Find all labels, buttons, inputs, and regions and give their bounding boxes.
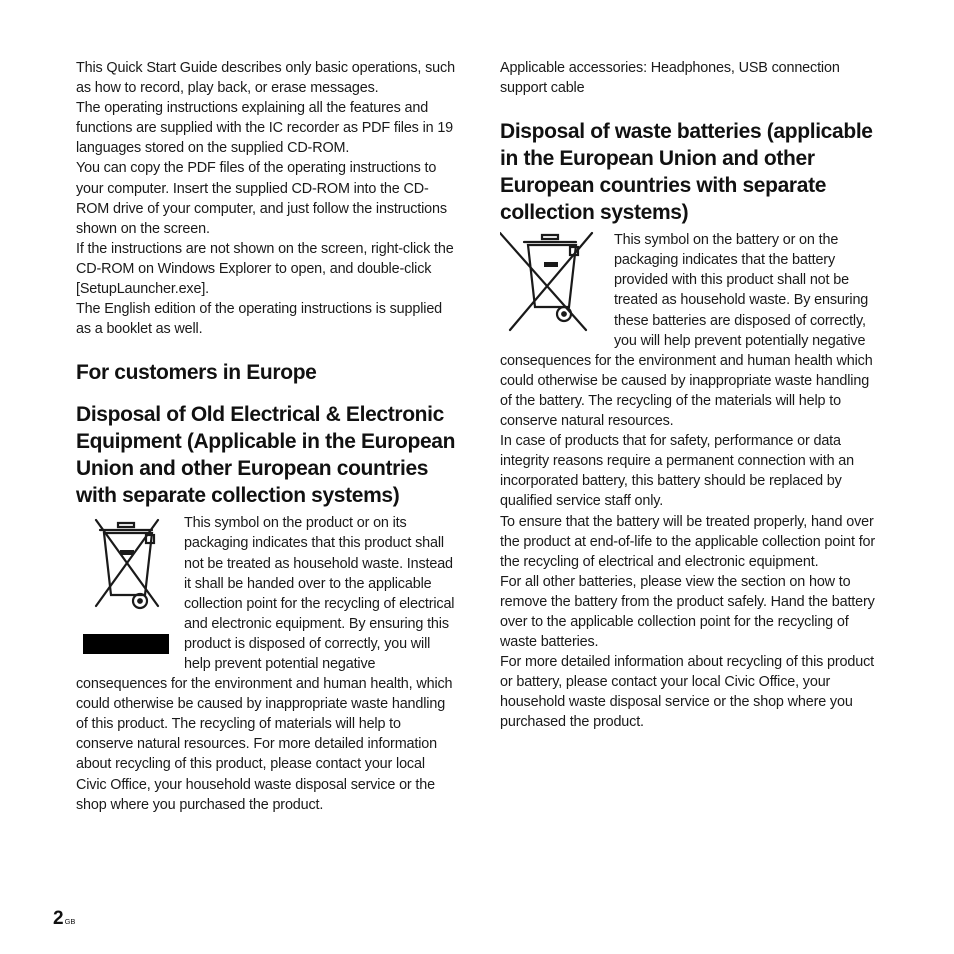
- battery-symbol: [500, 230, 606, 334]
- crossed-out-wheelie-bin-icon: [500, 230, 606, 334]
- battery-paragraph: In case of products that for safety, performance or data integrity reasons require a permanent connection with an incorporated battery, this battery should be replaced by qualified service staff only.: [500, 433, 854, 510]
- left-column: [76, 58, 458, 815]
- weee-symbol: [76, 513, 176, 663]
- crossed-out-wheelie-bin-icon: [76, 513, 176, 663]
- page-language-code: GB: [64, 917, 76, 926]
- heading-customers-in-europe: For customers in Europe: [76, 361, 317, 385]
- battery-paragraph: This symbol on the battery or on the packaging indicates that the battery provided with this product shall not be treated as household waste. By ensuring these batteries are disposed of correctly, you will help prevent potentially negative consequences for the environment and human health which could otherwise be caused by inappropriate waste handling of the battery. The recycling of the materials will help to conserve natural resources.: [500, 232, 873, 430]
- intro-paragraph: The English edition of the operating instructions is supplied as a booklet as well.: [76, 301, 443, 338]
- intro-paragraph: The operating instructions explaining all the features and functions are supplied with the IC recorder as PDF files in 19 languages stored on the supplied CD-ROM.: [76, 100, 454, 157]
- accessories-text: Applicable accessories: Headphones, USB connection support cable: [500, 60, 840, 97]
- heading-battery-disposal: Disposal of waste batteries (applicable in the European Union and other European countries with separate collection systems): [500, 120, 873, 225]
- heading-weee-disposal: Disposal of Old Electrical & Electronic Equipment (Applicable in the European Union and other European countries with separate collection systems): [76, 403, 456, 508]
- battery-paragraph: For all other batteries, please view the section on how to remove the battery from the product safely. Hand the battery over to the applicable collection point for the recycling of waste batteries.: [500, 573, 875, 651]
- page-number-value: 2: [53, 908, 64, 929]
- weee-description: This symbol on the product or on its packaging indicates that this product shall not be treated as household waste. Instead it shall be handed over to the applicable collection point for the recycling of electrical and electronic equipment. By ensuring this product is disposed of correctly, you will help prevent potential negative consequences for the environment and human health, which could otherwise be caused by inappropriate waste handling of this product. The recycling of materials will help to conserve natural resources. For more detailed information about recycling of this product, please contact your local Civic Office, your household waste disposal service or the shop where you purchased the product.: [76, 515, 455, 813]
- right-column: [500, 58, 882, 733]
- battery-paragraph: For more detailed information about recycling of this product or battery, please contact your local Civic Office, your household waste disposal service or the shop where you purchased the product.: [500, 654, 874, 731]
- page-number: [53, 908, 75, 930]
- battery-paragraph: To ensure that the battery will be treated properly, hand over the product at end-of-life to the applicable collection point for the recycling of electrical and electronic equipment.: [500, 513, 876, 570]
- intro-paragraph: This Quick Start Guide describes only basic operations, such as how to record, play back, or erase messages.: [76, 60, 455, 97]
- intro-paragraph: You can copy the PDF files of the operating instructions to your computer. Insert the supplied CD-ROM into the CD-ROM drive of your computer, and just follow the instructions shown on the screen.: [76, 160, 447, 237]
- intro-paragraph: If the instructions are not shown on the screen, right-click the CD-ROM on Windows Explorer to open, and double-click [SetupLauncher.exe].: [76, 240, 454, 298]
